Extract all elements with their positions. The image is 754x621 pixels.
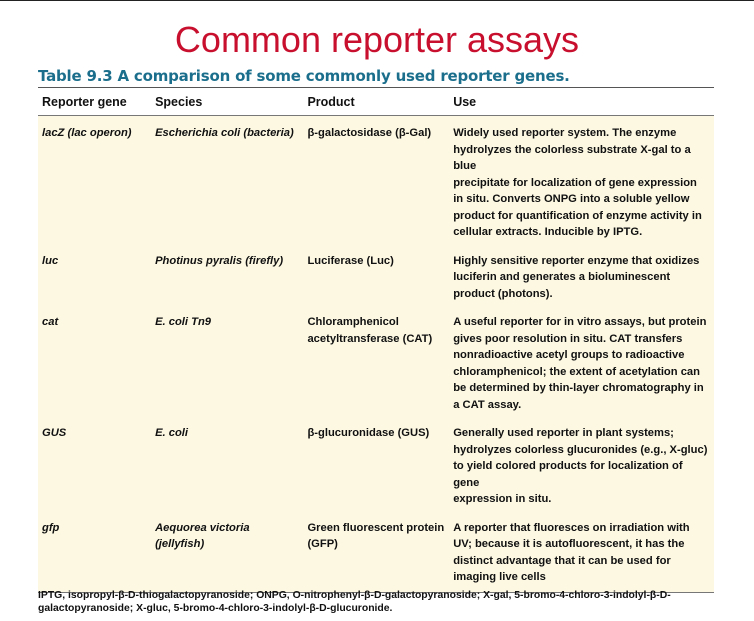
table-footnote	[38, 589, 728, 615]
table-row	[38, 417, 714, 512]
use-line: in situ. Converts ONPG into a soluble yellow	[453, 193, 690, 205]
cell-use	[449, 116, 714, 245]
cell-use	[449, 306, 714, 417]
cell-gene: cat	[38, 306, 151, 417]
use-line: expression in situ.	[453, 493, 552, 505]
use-line: Highly sensitive reporter enzyme that oxidizes	[453, 254, 700, 267]
use-line: to yield colored products for localization of gene	[453, 460, 683, 489]
product-line: (GFP)	[307, 538, 338, 550]
header-use: Use	[449, 88, 714, 116]
footnote-line: galactopyranoside; X-gluc, 5-bromo-4-chloro-3-indolyl-β-D-glucuronide.	[38, 603, 393, 614]
use-line: chloramphenicol; the extent of acetylation can	[453, 365, 700, 378]
table-row	[38, 116, 714, 245]
cell-species: E. coli Tn9	[151, 306, 303, 417]
use-line: a CAT assay.	[453, 398, 522, 411]
use-line: A reporter that fluoresces on irradiation with	[453, 521, 690, 534]
cell-gene: luc	[38, 245, 151, 307]
use-line: precipitate for localization of gene expression	[453, 176, 697, 189]
use-line: nonradioactive acetyl groups to radioactive	[453, 349, 685, 361]
cell-use	[449, 245, 714, 307]
product-line: acetyltransferase (CAT)	[307, 332, 433, 345]
product-line: Green fluorescent protein	[307, 521, 445, 534]
use-line: distinct advantage that it can be used for	[453, 554, 671, 567]
use-line: hydrolyzes the colorless substrate X-gal to a blue	[453, 143, 691, 172]
use-line: product (photons).	[453, 287, 553, 300]
cell-product: β-glucuronidase (GUS)	[303, 417, 449, 512]
table-caption: Table 9.3 A comparison of some commonly used reporter genes.	[38, 67, 570, 85]
footnote-line: IPTG, isopropyl-β-D-thiogalactopyranoside; ONPG, O-nitrophenyl-β-D-galactopyranoside; X-gal, 5-bromo-4-chloro-3-indolyl-β-D-	[38, 590, 671, 601]
use-line: UV; because it is autofluorescent, it has the	[453, 538, 685, 550]
cell-use	[449, 512, 714, 593]
cell-product	[303, 512, 449, 593]
cell-gene: GUS	[38, 417, 151, 512]
header-product: Product	[303, 88, 449, 116]
table-row	[38, 245, 714, 307]
slide-title: Common reporter assays	[174, 19, 580, 60]
product-line: Chloramphenicol	[307, 316, 399, 328]
use-line: Generally used reporter in plant systems;	[453, 427, 674, 439]
use-line: cellular extracts. Inducible by IPTG.	[453, 226, 643, 238]
cell-species: Escherichia coli (bacteria)	[151, 116, 303, 245]
table-row	[38, 306, 714, 417]
header-reporter-gene: Reporter gene	[38, 88, 151, 116]
table-header-row	[38, 88, 714, 116]
cell-product: β-galactosidase (β-Gal)	[303, 116, 449, 245]
cell-gene: lacZ (lac operon)	[38, 116, 151, 245]
cell-species: Aequorea victoria (jellyfish)	[151, 512, 303, 593]
use-line: gives poor resolution in situ. CAT transfers	[453, 332, 683, 345]
use-line: imaging live cells	[453, 571, 546, 583]
header-species: Species	[151, 88, 303, 116]
cell-product	[303, 306, 449, 417]
cell-species: E. coli	[151, 417, 303, 512]
use-line: product for quantification of enzyme activity in	[453, 209, 702, 222]
reporter-table-container	[38, 87, 714, 593]
use-line: Widely used reporter system. The enzyme	[453, 127, 677, 139]
use-line: A useful reporter for in vitro assays, but protein	[453, 316, 707, 328]
use-line: luciferin and generates a bioluminescent	[453, 271, 671, 283]
use-line: be determined by thin-layer chromatography in	[453, 382, 704, 394]
cell-use	[449, 417, 714, 512]
cell-gene: gfp	[38, 512, 151, 593]
reporter-genes-table	[38, 88, 714, 593]
use-line: hydrolyzes colorless glucuronides (e.g., X-gluc)	[453, 443, 708, 456]
table-row	[38, 512, 714, 593]
cell-product: Luciferase (Luc)	[303, 245, 449, 307]
cell-species: Photinus pyralis (firefly)	[151, 245, 303, 307]
